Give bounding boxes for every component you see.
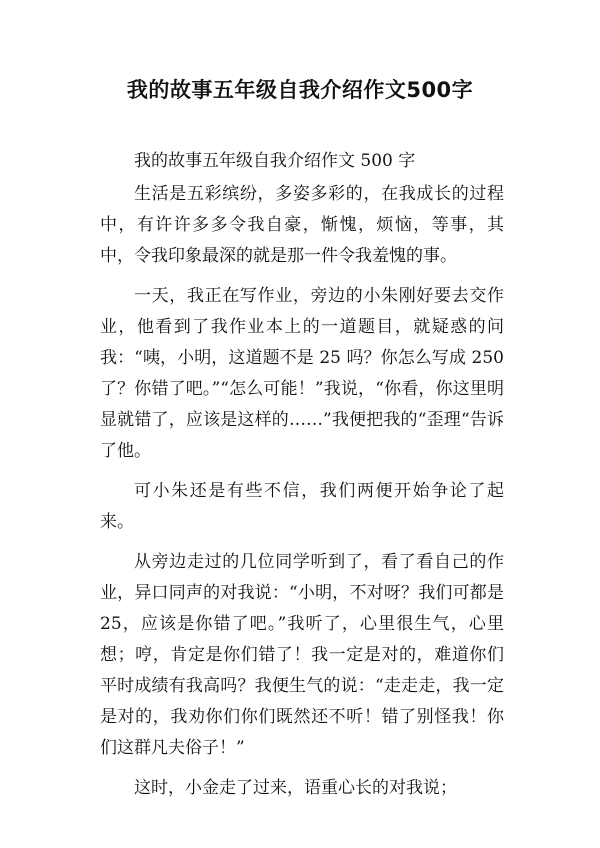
paragraph: 从旁边走过的几位同学听到了，看了看自己的作业，异口同声的对我说：“小明，不对呀？我们可都是 25，应该是你错了吧。”我听了，心里很生气，心里想；哼，肯定是你们错了！我一定是对的，难道你们平时成绩有我高吗？我便生气的说：“走走走，我一定是对的，我劝你们你们既然还不听！错了别怪我！你们这群凡夫俗子！” bbox=[100, 552, 504, 758]
document-body bbox=[100, 146, 504, 813]
paragraph-heading: 我的故事五年级自我介绍作文 500 字 bbox=[134, 151, 416, 171]
document-title: 我的故事五年级自我介绍作文500字 bbox=[126, 78, 474, 102]
paragraph: 一天，我正在写作业，旁边的小朱刚好要去交作业，他看到了我作业本上的一道题目，就疑惑的问我：“咦，小明，这道题不是 25 吗？你怎么写成 250 了？你错了吧。”“怎么可能！”我说，“你看，你这里明显就错了，应该是这样的……”我便把我的“歪理“告诉了他。 bbox=[100, 286, 504, 461]
paragraph: 可小朱还是有些不信，我们两便开始争论了起来。 bbox=[100, 481, 504, 532]
paragraph: 这时，小金走了过来，语重心长的对我说； bbox=[134, 778, 457, 798]
paragraph: 生活是五彩缤纷，多姿多彩的，在我成长的过程中，有许许多多令我自豪，惭愧，烦恼，等事，其中，令我印象最深的就是那一件令我羞愧的事。 bbox=[100, 184, 504, 266]
